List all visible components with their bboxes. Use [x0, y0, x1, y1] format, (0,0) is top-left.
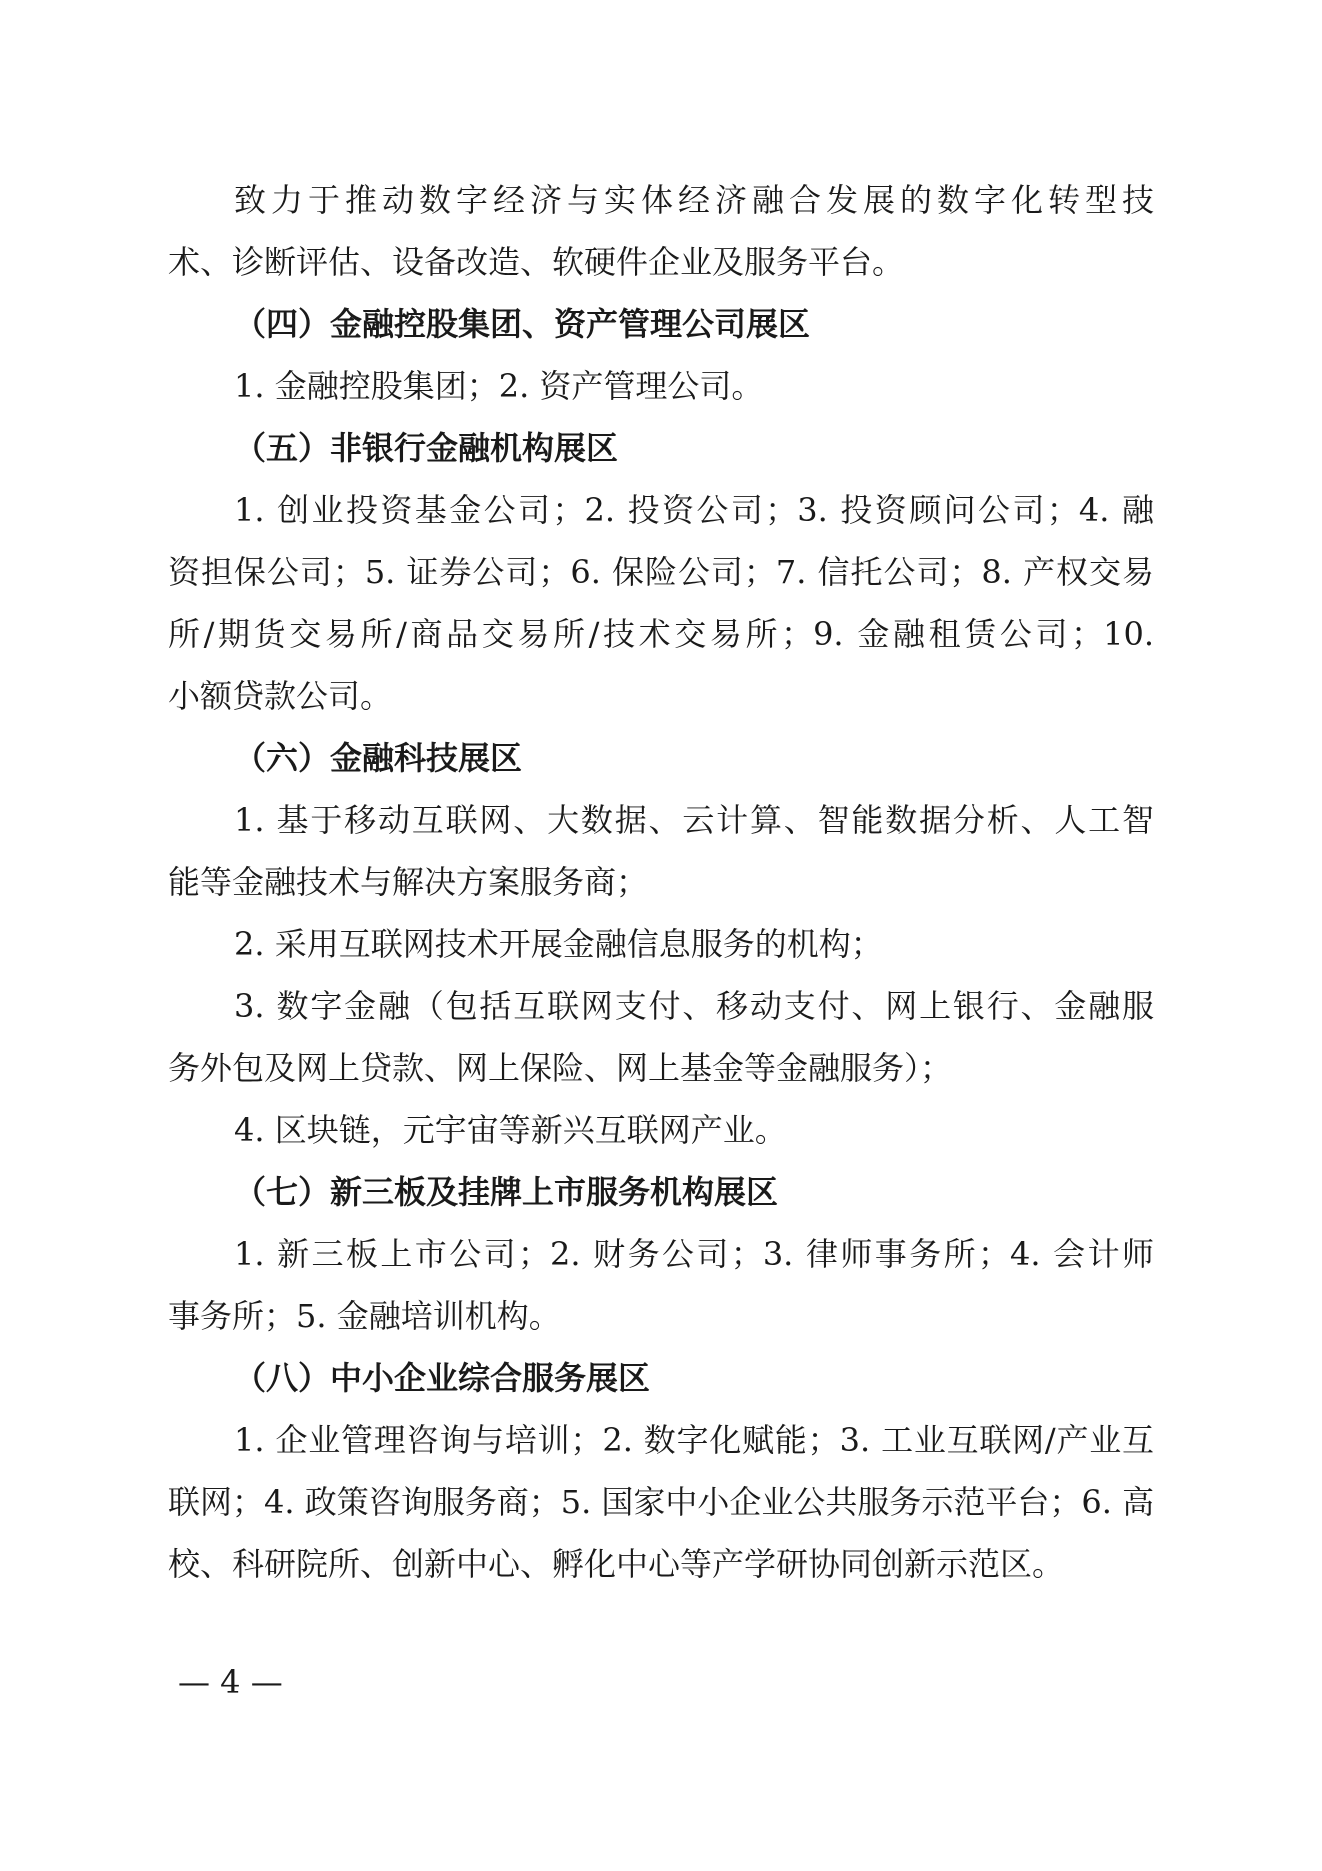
document-body	[168, 178, 1154, 1604]
paragraph-line: 1. 创业投资基金公司；2. 投资公司；3. 投资顾问公司；4. 融	[234, 491, 1154, 529]
paragraph-line: 1. 企业管理咨询与培训；2. 数字化赋能；3. 工业互联网/产业互	[234, 1421, 1154, 1459]
paragraph-line: 2. 采用互联网技术开展金融信息服务的机构；	[234, 925, 883, 963]
paragraph-line: 1. 新三板上市公司；2. 财务公司；3. 律师事务所；4. 会计师	[234, 1235, 1154, 1273]
page-number: — 4 —	[178, 1663, 283, 1701]
paragraph-line: 术、诊断评估、设备改造、软硬件企业及服务平台。	[168, 243, 905, 281]
paragraph-line: 联网；4. 政策咨询服务商；5. 国家中小企业公共服务示范平台；6. 高	[168, 1483, 1155, 1521]
paragraph-line: 3. 数字金融（包括互联网支付、移动支付、网上银行、金融服	[234, 987, 1154, 1025]
paragraph-line: 事务所；5. 金融培训机构。	[168, 1297, 561, 1335]
paragraph-line: 资担保公司；5. 证券公司；6. 保险公司；7. 信托公司；8. 产权交易	[168, 553, 1154, 591]
section-heading-4: （四）金融控股集团、资产管理公司展区	[234, 305, 811, 343]
section-heading-6: （六）金融科技展区	[234, 739, 523, 777]
paragraph-line: 务外包及网上贷款、网上保险、网上基金等金融服务）；	[168, 1049, 953, 1087]
paragraph-line: 小额贷款公司。	[168, 677, 393, 715]
paragraph-line: 校、科研院所、创新中心、孵化中心等产学研协同创新示范区。	[168, 1545, 1065, 1583]
paragraph-line: 致力于推动数字经济与实体经济融合发展的数字化转型技	[234, 181, 1154, 219]
paragraph-line: 所/期货交易所/商品交易所/技术交易所；9. 金融租赁公司；10.	[168, 615, 1154, 653]
section-heading-5: （五）非银行金融机构展区	[234, 429, 619, 467]
section-heading-7: （七）新三板及挂牌上市服务机构展区	[234, 1173, 779, 1211]
paragraph-line: 4. 区块链，元宇宙等新兴互联网产业。	[234, 1111, 787, 1149]
paragraph-line: 能等金融技术与解决方案服务商；	[168, 863, 649, 901]
paragraph-line: 1. 基于移动互联网、大数据、云计算、智能数据分析、人工智	[234, 801, 1154, 839]
section-heading-8: （八）中小企业综合服务展区	[234, 1359, 651, 1397]
paragraph-line: 1. 金融控股集团；2. 资产管理公司。	[234, 367, 764, 405]
